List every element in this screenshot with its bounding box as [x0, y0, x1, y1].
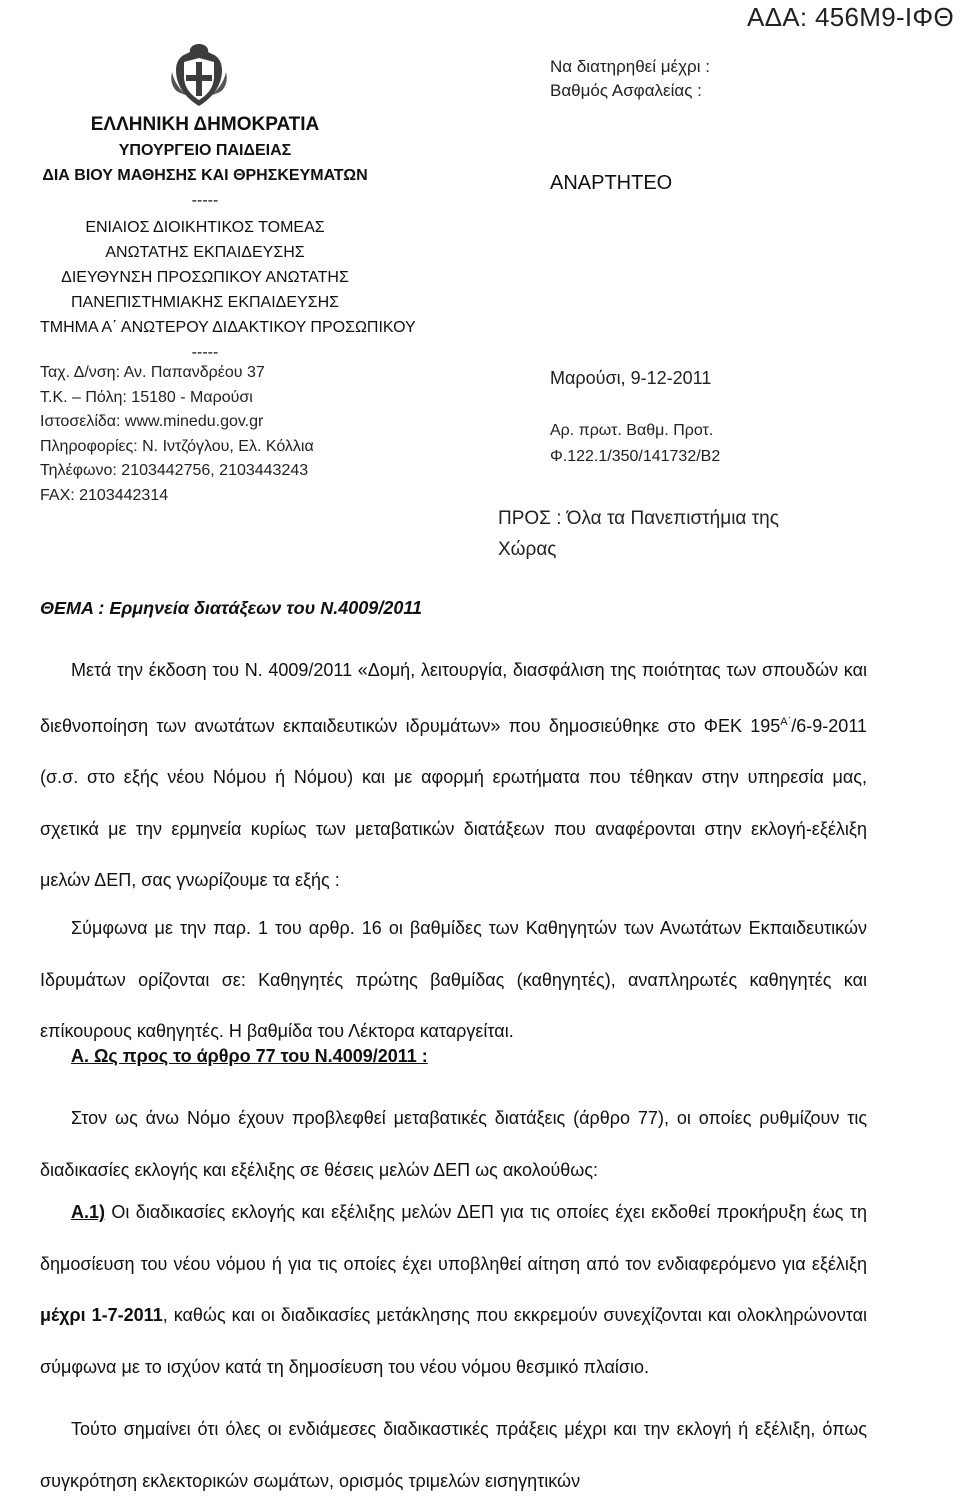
- recipients-line-2: Χώρας: [498, 539, 557, 560]
- ada-code: ΑΔΑ: 456Μ9-ΙΦΘ: [746, 2, 954, 32]
- paragraph-text: Σύμφωνα με την παρ. 1 του αρθρ. 16 οι βαθμίδες των Καθηγητών των Ανωτάτων Εκπαιδευτικών Ιδρυμάτων ορίζονται σε: Καθηγητές πρώτης βαθμίδας (καθηγητές), αναπληρωτές καθηγητές και επίκουρους καθηγητές. Η βαθμίδα του Λέκτορα καταργείται.: [40, 918, 867, 1041]
- directorate-name-2: ΠΑΝΕΠΙΣΤΗΜΙΑΚΗΣ ΕΚΠΑΙΔΕΥΣΗΣ: [70, 294, 340, 311]
- body-paragraph-5: [40, 1404, 867, 1507]
- retain-until-label: Να διατηρηθεί μέχρι :: [550, 57, 710, 76]
- paragraph-text: , καθώς και οι διαδικασίες μετάκλησης που εκκρεμούν συνεχίζονται και ολοκληρώνονται σύμφωνα με το ισχύον κατά τη δημοσίευση του νέου νόμου θεσμικό πλαίσιο.: [40, 1305, 867, 1377]
- item-label: Α.1): [71, 1202, 106, 1222]
- paragraph-text: /6-9-2011 (σ.σ. στο εξής νέου Νόμου ή Νόμου) και με αφορμή ερωτήματα που τέθηκαν στην υπηρεσία μας, σχετικά με την ερμηνεία κυρίως των μεταβατικών διατάξεων που αναφέρονται στην εκλογή-εξέλιξη μελών ΔΕΠ, σας γνωρίζουμε τα εξής :: [40, 715, 867, 890]
- section-heading-a: Α. Ως προς το άρθρο 77 του Ν.4009/2011 :: [71, 1046, 428, 1066]
- sector-name-2: ΑΝΩΤΑΤΗΣ ΕΚΠΑΙΔΕΥΣΗΣ: [105, 244, 305, 261]
- body-paragraph-4: [40, 1187, 867, 1393]
- issuer-header: [40, 112, 416, 365]
- directorate-name: ΔΙΕΥΘΥΝΣΗ ΠΡΟΣΩΠΙΚΟΥ ΑΝΩΤΑΤΗΣ: [61, 269, 349, 286]
- recipients: [498, 503, 858, 565]
- recipients-line-1: ΠΡΟΣ : Όλα τα Πανεπιστήμια της: [498, 508, 779, 529]
- protocol-label: Αρ. πρωτ. Βαθμ. Προτ.: [550, 422, 714, 439]
- postal-address: Ταχ. Δ/νση: Αν. Παπανδρέου 37: [40, 364, 265, 381]
- website: Ιστοσελίδα: www.minedu.gov.gr: [40, 413, 264, 431]
- ministry-name-2: ΔΙΑ ΒΙΟΥ ΜΑΘΗΣΗΣ ΚΑΙ ΘΡΗΣΚΕΥΜΑΤΩΝ: [42, 167, 368, 184]
- protocol-number: Φ.122.1/350/141732/Β2: [550, 448, 721, 465]
- sector-name: ΕΝΙΑΙΟΣ ΔΙΟΙΚΗΤΙΚΟΣ ΤΟΜΕΑΣ: [85, 219, 325, 236]
- subject-line: ΘΕΜΑ : Ερμηνεία διατάξεων του Ν.4009/2011: [40, 598, 423, 618]
- gazette-issue-superscript: Α΄: [780, 715, 792, 728]
- info-contacts: Πληροφορίες: Ν. Ιντζόγλου, Ελ. Κόλλια: [40, 437, 314, 455]
- coat-of-arms-icon: [162, 40, 236, 114]
- body-paragraph-1: [40, 645, 867, 907]
- ministry-name: ΥΠΟΥΡΓΕΙΟ ΠΑΙΔΕΙΑΣ: [118, 142, 292, 159]
- paragraph-text: Στον ως άνω Νόμο έχουν προβλεφθεί μεταβατικές διατάξεις (άρθρο 77), οι οποίες ρυθμίζουν τις διαδικασίες εκλογής και εξέλιξης σε θέσεις μελών ΔΕΠ ως ακολούθως:: [40, 1108, 867, 1180]
- paragraph-text: Οι διαδικασίες εκλογής και εξέλιξης μελών ΔΕΠ για τις οποίες έχει εκδοθεί προκήρυξη έως τη δημοσίευση του νέου νόμου ή για τις οποίες έχει υποβληθεί αίτηση από τον ενδιαφερόμενο για εξέλιξη: [40, 1202, 867, 1274]
- body-paragraph-3: [40, 1093, 867, 1196]
- phone-numbers: Τηλέφωνο: 2103442756, 2103443243: [40, 462, 309, 480]
- security-level-label: Βαθμός Ασφαλείας :: [550, 81, 702, 100]
- protocol-block: [550, 418, 720, 470]
- postal-code-city: Τ.Κ. – Πόλη: 15180 - Μαρούσι: [40, 388, 253, 406]
- body-paragraph-2: [40, 903, 867, 1058]
- paragraph-text: Τούτο σημαίνει ότι όλες οι ενδιάμεσες διαδικαστικές πράξεις μέχρι και την εκλογή ή εξέλιξη, όπως συγκρότηση εκλεκτορικών σωμάτων, ορισμός τριμελών εισηγητικών: [40, 1419, 867, 1491]
- separator: -----: [191, 192, 219, 209]
- retention-block: [550, 55, 710, 103]
- document-date: Μαρούσι, 9-12-2011: [550, 368, 712, 388]
- posting-status: ΑΝΑΡΤΗΤΕΟ: [550, 172, 673, 194]
- republic-title: ΕΛΛΗΝΙΚΗ ΔΗΜΟΚΡΑΤΙΑ: [90, 114, 320, 135]
- department-name: ΤΜΗΜΑ Α΄ ΑΝΩΤΕΡΟΥ ΔΙΔΑΚΤΙΚΟΥ ΠΡΟΣΩΠΙΚΟΥ: [40, 319, 416, 336]
- fax-number: FAX: 2103442314: [40, 486, 169, 504]
- separator: -----: [191, 344, 219, 361]
- contact-block: [40, 361, 314, 509]
- paragraph-text: Μετά την έκδοση του Ν. 4009/2011 «Δομή, λειτουργία, διασφάλιση της ποιότητας των σπουδών και διεθνοποίηση των ανωτάτων εκπαιδευτικών ιδρυμάτων» που δημοσιεύθηκε στο ΦΕΚ 195: [40, 660, 867, 736]
- deadline-date: μέχρι 1-7-2011: [40, 1305, 163, 1325]
